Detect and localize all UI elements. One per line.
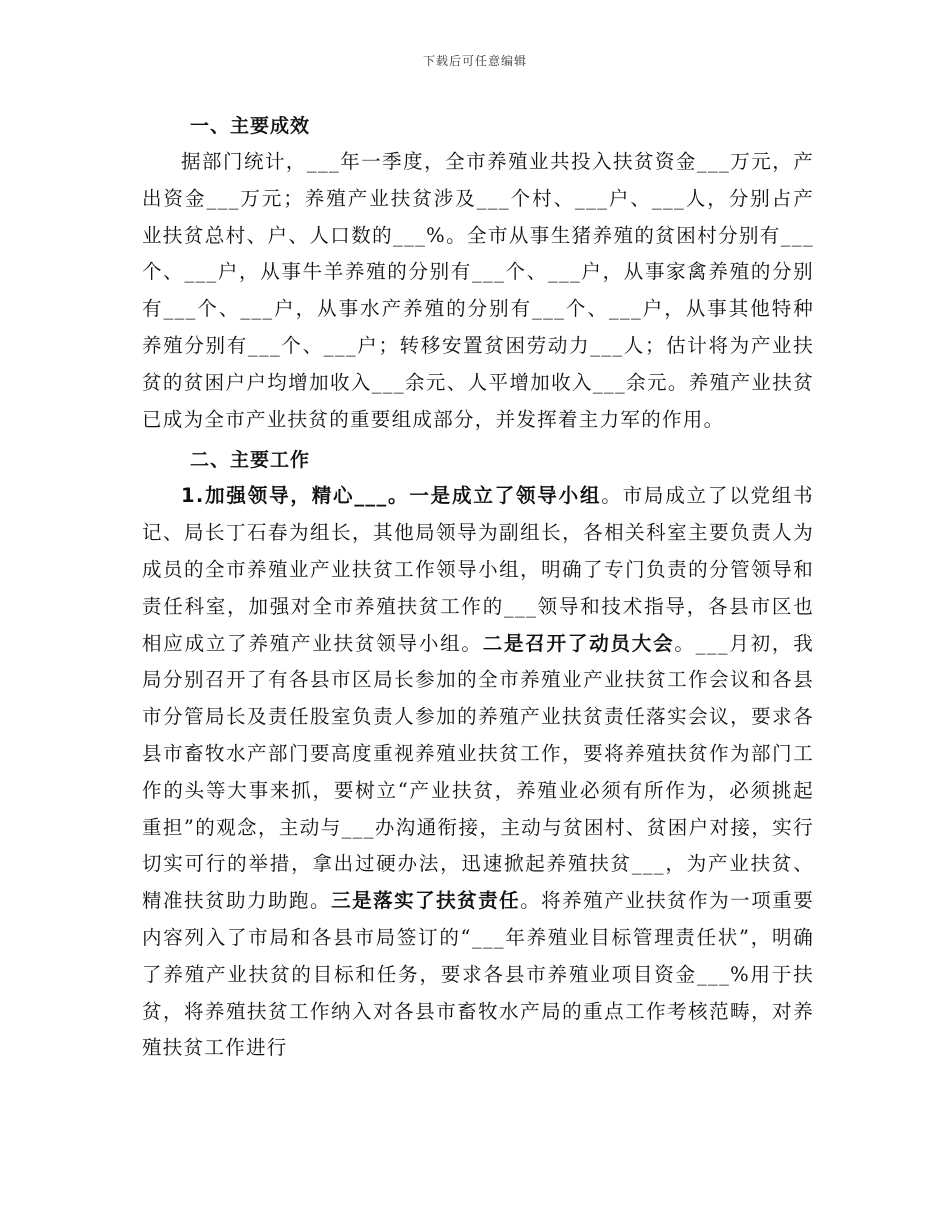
section-2-paragraph [142,478,814,1067]
document-body [142,108,814,1067]
point-2-body: 。___月初，我局分别召开了有各县市区局长参加的全市养殖业产业扶贫工作会议和各县市分管局长及责任股室负责人参加的养殖产业扶贫责任落实会议，要求各县市畜牧水产部门要高度重视养殖业扶贫工作，要将养殖扶贫作为部门工作的头等大事来抓，要树立“产业扶贫，养殖业必须有所作为，必须挑起重担”的观念，主动与___办沟通衔接，主动与贫困村、贫困户对接，实行切实可行的举措，拿出过硬办法，迅速掀起养殖扶贫___，为产业扶贫、精准扶贫助力助跑。 [142,631,814,913]
point-1-body: 。市局成立了以党组书记、局长丁石春为组长，其他局领导为副组长，各相关科室主要负责人为成员的全市养殖业产业扶贫工作领导小组，明确了专门负责的分管领导和责任科室，加强对全市养殖扶贫工作的___领导和技术指导，各县市区也相应成立了养殖产业扶贫领导小组。 [142,484,814,655]
item-1-title: 1.加强领导，精心___。 [181,484,410,508]
section-1-heading: 一、主要成效 [190,115,311,137]
point-3-body: 。将养殖产业扶贫作为一项重要内容列入了市局和各县市局签订的“___年养殖业目标管理责任状”，明确了养殖产业扶贫的目标和任务，要求各县市养殖业项目资金___%用于扶贫，将养殖扶贫工作纳入对各县市畜牧水产局的重点工作考核范畴，对养殖扶贫工作进行 [142,889,815,1060]
page-header-note: 下载后可任意编辑 [422,54,527,68]
section-1-paragraph: 据部门统计，___年一季度，全市养殖业共投入扶贫资金___万元，产出资金___万元；养殖产业扶贫涉及___个村、___户、___人，分别占产业扶贫总村、户、人口数的___%。全市从事生猪养殖的贫困村分别有___个、___户，从事牛羊养殖的分别有___个、___户，从事家禽养殖的分别有___个、___户，从事水产养殖的分别有___个、___户，从事其他特种养殖分别有___个、___户；转移安置贫困劳动力___人；估计将为产业扶贫的贫困户户均增加收入___余元、人平增加收入___余元。养殖产业扶贫已成为全市产业扶贫的重要组成部分，并发挥着主力军的作用。 [142,150,814,431]
point-1-title: 一是成立了领导小组 [409,484,602,508]
point-2-title: 二是召开了动员大会 [482,631,675,655]
section-2-heading: 二、主要工作 [190,449,311,472]
point-3-title: 三是落实了扶贫责任 [331,889,521,913]
